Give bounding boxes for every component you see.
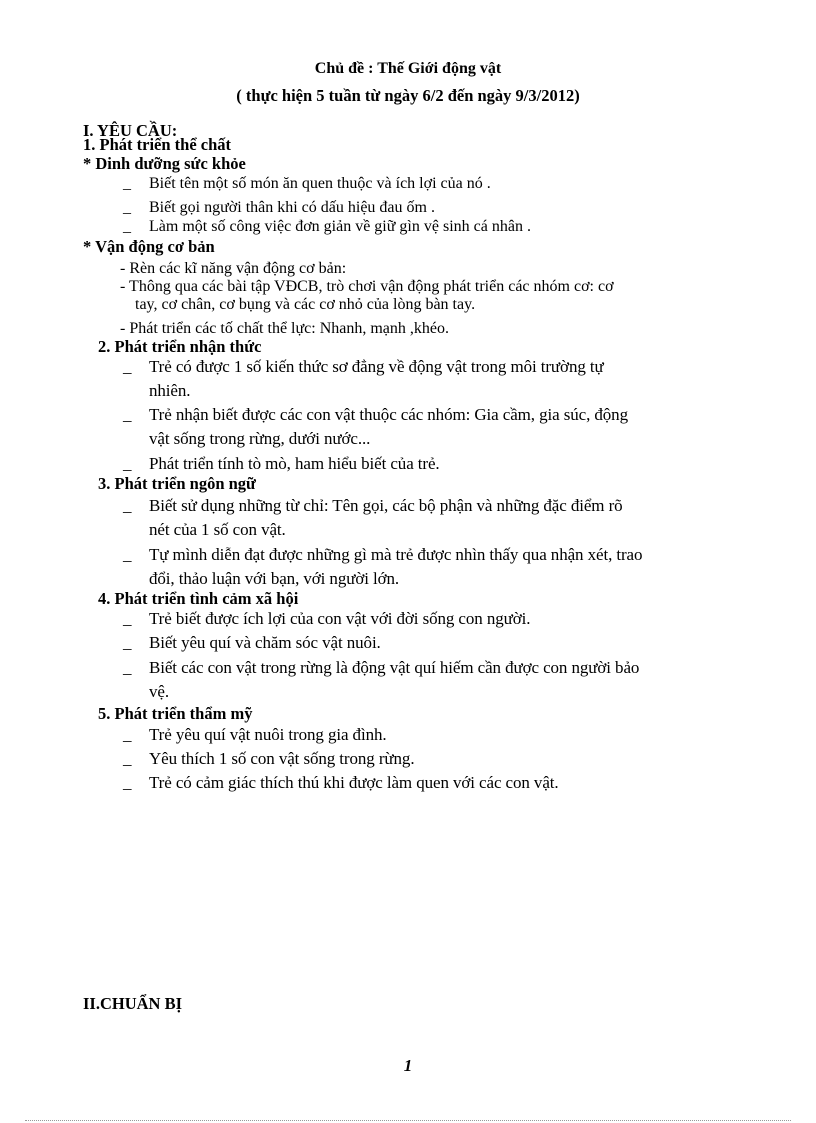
heading-tham-my: 5. Phát triển thẩm mỹ bbox=[98, 704, 253, 723]
bullet-marker: _ bbox=[123, 199, 131, 216]
section-chuan-bi: II.CHUẨN BỊ bbox=[83, 994, 183, 1013]
bullet-marker: _ bbox=[123, 454, 132, 473]
document-title: Chủ đề : Thế Giới động vật bbox=[314, 60, 502, 77]
text-line: - Rèn các kĩ năng vận động cơ bản: bbox=[120, 260, 347, 277]
document-subtitle: ( thực hiện 5 tuần từ ngày 6/2 đến ngày 9/3/2012) bbox=[236, 86, 580, 105]
heading-the-chat: 1. Phát triển thể chất bbox=[83, 135, 232, 154]
text-line: tay, cơ chân, cơ bụng và các cơ nhỏ của lòng bàn tay. bbox=[135, 296, 476, 313]
list-item: _ Biết sử dụng những từ chỉ: Tên gọi, các bộ phận và những đặc điểm rõ bbox=[123, 496, 623, 515]
bullet-marker: _ bbox=[123, 405, 132, 424]
bullet-marker: _ bbox=[123, 609, 132, 628]
list-item: _ Tự mình diễn đạt được những gì mà trẻ được nhìn thấy qua nhận xét, trao bbox=[123, 545, 643, 564]
text-line: nhiên. bbox=[149, 381, 191, 400]
bullet-marker: _ bbox=[123, 218, 131, 235]
subheading-dinh-duong: * Dinh dưỡng sức khỏe bbox=[83, 154, 246, 173]
bullet-marker: _ bbox=[123, 658, 132, 677]
list-item: _ Làm một số công việc đơn giản về giữ gìn vệ sinh cá nhân . bbox=[123, 218, 531, 235]
text-line: - Thông qua các bài tập VĐCB, trò chơi vận động phát triển các nhóm cơ: cơ bbox=[120, 278, 614, 295]
heading-ngon-ngu: 3. Phát triển ngôn ngữ bbox=[98, 474, 256, 493]
bullet-marker: _ bbox=[123, 773, 132, 792]
list-item: _ Trẻ có cảm giác thích thú khi được làm quen với các con vật. bbox=[123, 773, 559, 792]
list-item: _ Biết gọi người thân khi có dấu hiệu đau ốm . bbox=[123, 199, 435, 216]
list-item: _ Phát triển tính tò mò, ham hiểu biết của trẻ. bbox=[123, 454, 440, 473]
page-border-divider bbox=[25, 1120, 791, 1121]
subheading-van-dong: * Vận động cơ bản bbox=[83, 237, 215, 256]
bullet-marker: _ bbox=[123, 749, 132, 768]
text-line: vệ. bbox=[149, 682, 169, 701]
bullet-marker: _ bbox=[123, 633, 132, 652]
list-item: _ Biết yêu quí và chăm sóc vật nuôi. bbox=[123, 633, 381, 652]
list-item: _ Biết tên một số món ăn quen thuộc và ích lợi của nó . bbox=[123, 175, 491, 192]
list-item: _ Trẻ nhận biết được các con vật thuộc các nhóm: Gia cầm, gia súc, động bbox=[123, 405, 628, 424]
bullet-marker: _ bbox=[123, 357, 132, 376]
list-item: _ Trẻ biết được ích lợi của con vật với đời sống con người. bbox=[123, 609, 531, 628]
bullet-marker: _ bbox=[123, 496, 132, 515]
heading-tinh-cam: 4. Phát triển tình cảm xã hội bbox=[98, 589, 299, 608]
text-line: đổi, thảo luận với bạn, với người lớn. bbox=[149, 569, 400, 588]
bullet-marker: _ bbox=[123, 175, 131, 192]
text-line: - Phát triển các tố chất thể lực: Nhanh, mạnh ,khéo. bbox=[120, 320, 450, 337]
text-line: vật sống trong rừng, dưới nước... bbox=[149, 429, 371, 448]
section-yeu-cau: I. YÊU CẦU: bbox=[83, 121, 178, 140]
bullet-marker: _ bbox=[123, 545, 132, 564]
text-line: nét của 1 số con vật. bbox=[149, 520, 286, 539]
bullet-marker: _ bbox=[123, 725, 132, 744]
heading-nhan-thuc: 2. Phát triển nhận thức bbox=[98, 337, 262, 356]
list-item: _ Trẻ yêu quí vật nuôi trong gia đình. bbox=[123, 725, 387, 744]
page-number: 1 bbox=[403, 1056, 413, 1075]
list-item: _ Yêu thích 1 số con vật sống trong rừng. bbox=[123, 749, 415, 768]
list-item: _ Trẻ có được 1 số kiến thức sơ đẳng về động vật trong môi trường tự bbox=[123, 357, 604, 376]
list-item: _ Biết các con vật trong rừng là động vật quí hiếm cần được con người bảo bbox=[123, 658, 640, 677]
